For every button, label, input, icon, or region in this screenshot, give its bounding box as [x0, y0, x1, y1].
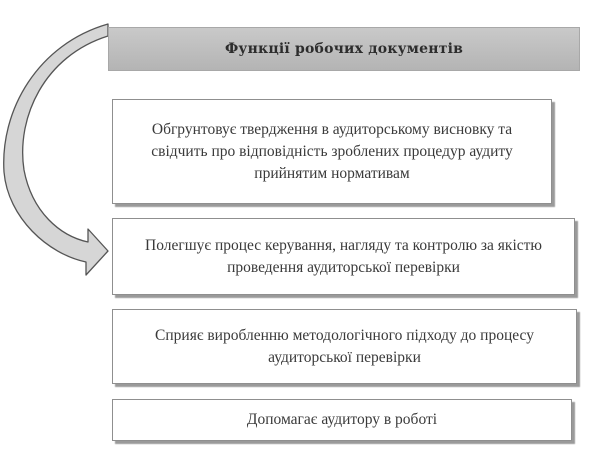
diagram-title: Функції робочих документів — [224, 41, 464, 57]
function-box-2 — [112, 218, 575, 295]
function-text-1: Обгрунтовує твердження в аудиторському висновку та свідчить про відповідність зроблених процедур аудиту прийнятим нормативам — [151, 120, 513, 182]
function-text-4: Допомагає аудитору в роботі — [246, 411, 438, 428]
function-box-1 — [112, 99, 552, 204]
function-text-3: Сприяє виробленню методологічного підходу до процесу аудиторської перевірки — [155, 326, 534, 366]
diagram-title-box — [108, 27, 580, 71]
function-box-3 — [112, 309, 577, 384]
function-text-2: Полегшує процес керування, нагляду та контролю за якістю проведення аудиторської перевірки — [145, 236, 542, 276]
function-box-4 — [112, 399, 572, 441]
